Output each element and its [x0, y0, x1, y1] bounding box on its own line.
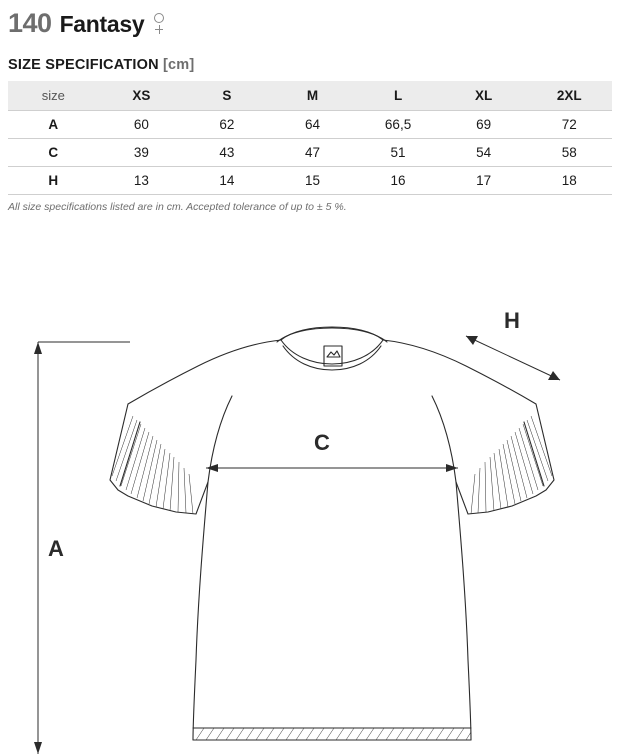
table-corner-label: size: [8, 81, 99, 111]
cell-a-2xl: 72: [526, 111, 612, 139]
table-column-header-l: L: [355, 81, 441, 111]
table-row-label-a: A: [8, 111, 99, 139]
size-specification-heading-text: SIZE SPECIFICATION: [8, 57, 159, 73]
product-code: 140: [8, 8, 52, 38]
size-table: [8, 81, 612, 195]
cell-c-xl: 54: [441, 139, 527, 167]
cell-c-s: 43: [184, 139, 270, 167]
dimension-label-c: C: [314, 430, 330, 455]
product-name: Fantasy: [59, 11, 145, 37]
table-column-header-m: M: [270, 81, 356, 111]
cell-a-s: 62: [184, 111, 270, 139]
dimension-label-a: A: [48, 536, 64, 561]
cell-c-l: 51: [355, 139, 441, 167]
table-row-label-h: H: [8, 167, 99, 195]
table-column-header-xs: XS: [99, 81, 185, 111]
tolerance-note: All size specifications listed are in cm. Accepted tolerance of up to ± 5 %.: [8, 201, 347, 213]
dimension-a: [34, 342, 130, 754]
cell-h-xs: 13: [99, 167, 185, 195]
dimension-c: [206, 430, 458, 472]
size-specification-unit: [cm]: [163, 57, 195, 73]
table-column-header-2xl: 2XL: [526, 81, 612, 111]
cell-h-m: 15: [270, 167, 356, 195]
cell-c-2xl: 58: [526, 139, 612, 167]
bottom-hem-hatching: [196, 728, 471, 740]
cell-a-m: 64: [270, 111, 356, 139]
table-column-header-xl: XL: [441, 81, 527, 111]
cell-c-xs: 39: [99, 139, 185, 167]
table-row: [8, 111, 612, 139]
size-specification-heading: [8, 57, 612, 73]
cell-a-xs: 60: [99, 111, 185, 139]
size-table-body: [8, 111, 612, 195]
table-column-header-s: S: [184, 81, 270, 111]
dimension-h: [466, 308, 560, 380]
cell-h-l: 16: [355, 167, 441, 195]
table-row: [8, 167, 612, 195]
table-row: [8, 139, 612, 167]
table-row-label-c: C: [8, 139, 99, 167]
cell-h-xl: 17: [441, 167, 527, 195]
cell-a-l: 66,5: [355, 111, 441, 139]
cell-h-s: 14: [184, 167, 270, 195]
cell-c-m: 47: [270, 139, 356, 167]
measurement-diagram: [0, 300, 620, 754]
left-sleeve-hatching: [112, 416, 193, 514]
table-header-row: [8, 81, 612, 111]
right-sleeve-hatching: [471, 416, 552, 514]
dimension-label-h: H: [504, 308, 520, 333]
product-title: [8, 0, 612, 43]
size-table-head: [8, 81, 612, 111]
cell-a-xl: 69: [441, 111, 527, 139]
female-symbol-icon: [153, 13, 167, 35]
tshirt-outline-icon: [110, 327, 554, 754]
cell-h-2xl: 18: [526, 167, 612, 195]
